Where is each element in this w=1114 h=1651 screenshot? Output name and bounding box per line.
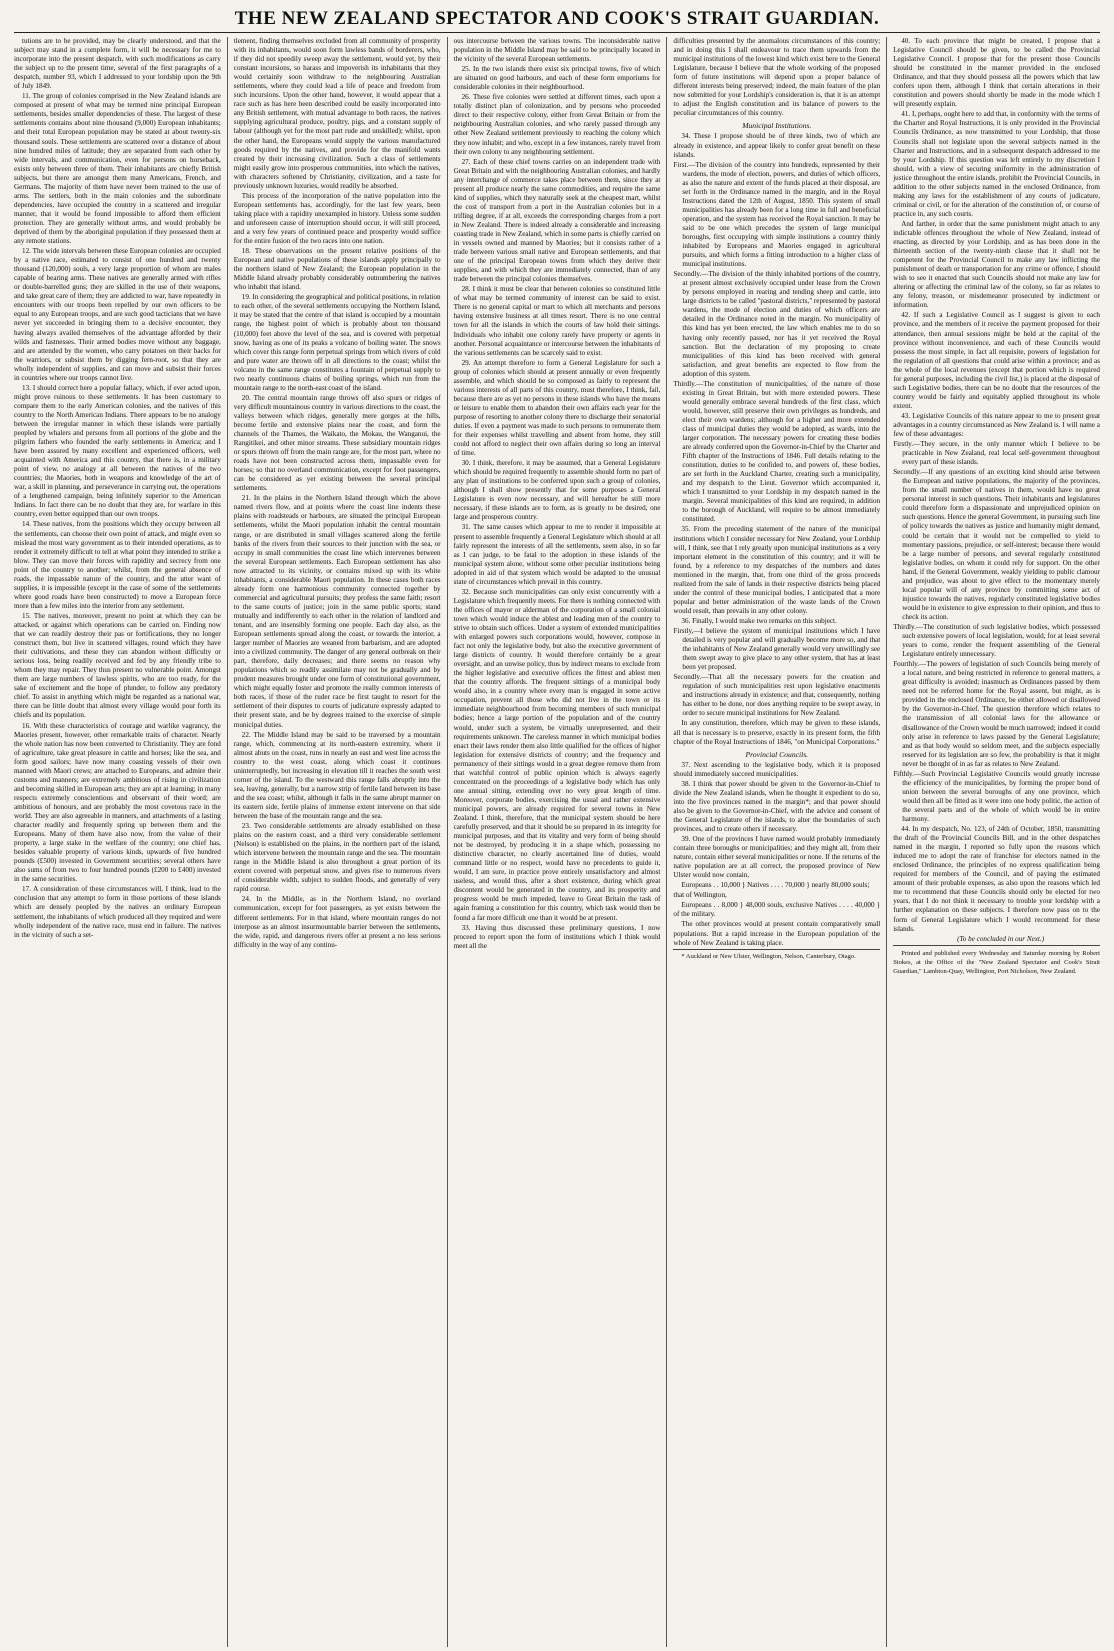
paragraph: 26. These five colonies were settled at different times, each upon a totally distinct plan of colonization, and by persons who proceeded direct to their respective colony, either from Great Britain or from the neighbouring Australian colonies, and who rarely passed through any other New Zealand settlement previously to reaching the colony which they now inhabit; and who, except in a few instances, rarely travel from their own colony to any neighbouring settlement. xyxy=(453,93,661,156)
paragraph: 29. An attempt therefore to form a General Legislature for such a group of colonies which should at present annually or even frequently assemble, and which should be so composed as fairly to represent the various interests of all parts of this country, must therefore, I think, fail, because there are as yet no persons in these islands who have the means or leisure to enable them to abandon their own affairs each year for the purpose of resorting to another colony there to discharge their senatorial duties. If even a payment was made to such persons to remunerate them for their expenses whilst travelling and absent from home, they still could not afford to neglect their own affairs during so long an interval of time. xyxy=(453,358,661,458)
paragraph: 20. The central mountain range throws off also spurs or ridges of very difficult mountainous country in various directions to the coast, the valleys between which ridges, generally mere gorges at the hills, become fertile and extensive plains near the coast, and form the channels of the Thames, the Waikato, the Mokau, the Wanganui, the Rangitikei, and other minor streams. These subsidiary mountain ridges or spurs thrown off from the main range are, for the most part, where no roads have not been constructed across them, impassable even for horses; so that no overland communication, except for foot passengers, can be considered as yet existing between the several principal settlements. xyxy=(233,393,441,493)
item-lead: Secondly.— xyxy=(673,673,709,682)
paragraph: 33. Having thus discussed these preliminary questions, I now proceed to report upon the form of institutions which I think would meet all the xyxy=(453,923,661,950)
enumerated-paragraph xyxy=(673,627,880,672)
item-text: The division of the thinly inhabited portions of the country, at present almost exclusively occupied under lease from the Crown by persons employed in rearing and tending sheep and cattle, into large districts to be called "pastoral districts," represented by pastoral wardens, the mode of election and duties of which officers are detailed in the Ordinance noted in the margin. No municipality of this kind has yet been erected, the law which enables me to do so having only recently passed, nor has it yet received the Royal sanction. But the declaration of my proposing to create municipalities of this kind has been received with general satisfaction, and great benefits are expected to flow from the adoption of this system. xyxy=(682,270,881,378)
item-lead: Fourthly.— xyxy=(893,660,927,669)
item-lead: Secondly.— xyxy=(893,468,929,477)
paragraph: that of Wellington, xyxy=(673,891,727,900)
item-text: I believe the system of municipal institutions which I have detailed is very popular and will gradually become more so, and that the inhabitants of New Zealand generally would very unwillingly see them swept away to give place to any other system, that has at least been yet proposed. xyxy=(682,627,881,672)
enumerated-paragraph xyxy=(673,161,880,270)
paragraph: 35. From the preceding statement of the nature of the municipal institutions which I consider necessary for New Zealand, your Lordship will, I think, see that I rely greatly upon municipal institutions as a very important element in the constitution of this country; and it will be found, by a reference to my despatches of the numbers and dates mentioned in the margin, that, from one third of the gross proceeds realized from the sale of lands in their respective districts being placed under the control of these municipal bodies, I anticipated that a more popular and better administration of the waste lands of the Crown would result, than prevails in any other colony. xyxy=(673,525,881,615)
paragraph: 41. I, perhaps, ought here to add that, in conformity with the terms of the Charter and Royal Instructions, it is only provided in the Provincial Councils Ordinance, as now transmitted to your Lordship, that those Councils shall not legislate upon the several subjects named in the Charter and Instructions, and in a subsequent despatch addressed to me by your Lordship. If this question was left entirely to my discretion I should, with a view of securing uniformity in the administration of justice throughout the entire islands, prohibit the Provincial Councils, in addition to the other subjects named in the enclosed Ordinance, from making any laws for the establishment of any courts of judicature, criminal or civil, or for the alteration of the constitution of, or course of practice in, any such courts. xyxy=(893,110,1100,218)
paragraph: 24. In the Middle, as in the Northern Island, no overland communication, except for foot passengers, as yet exists between the different settlements. For in that island, where mountain ranges do not interpose as an almost insurmountable barrier between the settlements, the wide, rapid, and dangerous rivers offer at present a no less serious difficulty in the way of any continu- xyxy=(233,895,441,949)
paragraph: 17. A consideration of these circumstances will, I think, lead to the conclusion that any attempt to form in those portions of these islands which are densely peopled by the natives an ordinary European settlement, the inhabitants of which produced all they required and were wholly independent of the native race, must end in failure. The natives in the vicinity of such a set- xyxy=(14,885,221,939)
enumerated-paragraph xyxy=(893,468,1100,622)
column-3 xyxy=(448,37,668,1647)
paragraph: tlement, finding themselves excluded from all community of prosperity with its inhabitants, would soon form lawless bands of borderers, who, if they did not speedily sweep away the settlement, would yet, by their constant incursions, so harass and impoverish its inhabitants that they would certainly soon withdraw to the neighbouring Australian settlements, where they could lead a life of peace and freedom from such incursions. Upon the other hand, however, it would appear that a race such as has here been described could be easily incorporated into any British settlement, with mutual advantage to both races, the natives supplying agricultural produce, poultry, pigs, and a constant supply of labour (although yet for the most part rude and unskilled); whilst, upon the other hand, the Europeans would supply the various manufactured goods required by the natives, and provide for the manifold wants created by their increasing civilization. Such a class of settlements might easily grow into prosperous communities, into which the natives, with characters softened by Christianity, civilization, and a taste for previously unknown luxuries, would readily be absorbed. xyxy=(233,37,441,190)
paragraph: 36. Finally, I would make two remarks on this subject. xyxy=(681,616,837,625)
paragraph: tutions are to be provided, may be clearly understood, and that the subject may stand in a complete form, it will be necessary for me to incorporate into the present despatch, with such modifications as carry the subject up to the present time, several of the first paragraphs of a despatch, number 93, which I addressed to your lordship upon the 9th of July 1849. xyxy=(14,37,221,91)
continuation-note: (To be concluded in our Next.) xyxy=(957,934,1045,943)
paragraph: 22. The Middle Island may be said to be traversed by a mountain range, which, commencing at its north-eastern extremity, where it almost abuts on the coast, runs in nearly an east and west line across the country to the west coast, along which coast it continues uninterruptedly, but increasing in elevation till it reaches the south west corner of the island. To the westward this range falls abruptly into the sea, leaving, generally, but a narrow strip of fertile land between its base and the sea coast; whilst, although it falls in the same abrupt manner on its eastern side, fertile plains of immense extent intervene on that side between the base of the mountain range and the sea. xyxy=(233,730,441,820)
item-lead: Firstly.— xyxy=(893,440,921,449)
paragraph: 31. The same causes which appear to me to render it impossible at present to assemble frequently a General Legislature which should at all fairly represent the interests of all the settlements, seem also, in so far as I can judge, to be fatal to the adoption in these islands of the municipal system alone, without some other peculiar institutions being adopted in aid of that system which would be adapted to the unusual state of circumstances which prevail in this country. xyxy=(453,523,661,586)
item-lead: First.— xyxy=(673,160,696,169)
enumerated-paragraph xyxy=(673,270,880,379)
paragraph: 21. In the plains in the Northern Island through which the above named rivers flow, and at points where the coast line indents these plains with roadsteads or harbours, are situated the principal European settlements, whilst the Maori population inhabit the central mountain range, or are distributed in small villages scattered along the fertile banks of the rivers from their sources to their junction with the sea, or occupy in small communities the coast line which intervenes between the several European settlements. Each European settlement has also now attracted to its vicinity, or contains mixed up with its white inhabitants, a considerable Maori population. In these cases both races already form one harmonious community connected together by commercial and agricultural pursuits; they profess the same faith; resort to the same courts of justice; join in the same public sports; stand mutually and indifferently to each other in the relation of landlord and tenant, and are insensibly forming one people. Each day also, as the European settlements spread along the coast, or towards the interior, a larger number of Maories are weaned from barbarism, and are adopted into a civilized community. The danger of any general outbreak on their part, therefore, daily decreases; and there seems no reason why populations which so readily assimilate may not be gradually and by prudent measures brought under one form of constitutional government, which might equally foster and promote the really common interests of both races, if those of the ruder race be first taught to resort for the settlement of their disputes to courts of judicature expressly adapted to their present state, and be by degrees trained to the exercise of simple municipal duties. xyxy=(233,494,441,729)
publisher-imprint: Printed and published every Wednesday and Saturday morning by Robert Stokes, at the Office of the "New Zealand Spectator and Cook's Strait Guardian," Lambton-Quay, Wellington, Port Nicholson, New Zealand. xyxy=(893,945,1100,976)
paragraph: 23. Two considerable settlements are already established on these plains on the eastern coast, and a third very considerable settlement (Nelson) is established on the plains, in the northern part of the island, which intervene between the mountain range and the sea. The mountain range in the Middle Island is also throughout a great portion of its extent covered with perpetual snow, and gives rise to numerous rivers of considerable width, subject to sudden floods, and generally of very rapid course. xyxy=(233,822,441,894)
item-text: If any questions of an exciting kind should arise between the European and native populations, the majority of the provinces, from the small number of natives in them, would have no great personal interest in such questions. Their inhabitants and legislatures could therefore form a dispassionate and unprejudiced opinion on such questions. Hence the general Government, in pursuing such line of policy towards the natives as justice and humanity might demand, could be certain that it would not be compelled to yield to momentary passions, prejudice, or self-interest; because there would be a large number of persons, and several regularly constituted legislative bodies, on whom it could rely for support. On the other hand, if the General Government, weakly yielding to public clamour and prejudice, was about to give effect to the momentary merely local popular will of any province by committing some act of injustice towards the natives, regularly constituted legislative bodies would be in existence to give expression to their opinion, and thus to check its action. xyxy=(902,468,1100,621)
population-figures: Europeans . . 8,000 } 48,000 souls, exclusive Natives . . . . 40,000 } of the military. xyxy=(673,901,881,919)
paragraph: 18. These observations on the present relative positions of the European and native populations of these islands apply principally to the northern island of New Zealand; the European population in the Middle Island already probably considerably outnumbering the natives who inhabit that island. xyxy=(233,247,441,292)
paragraph: 34. These I propose should be of three kinds, two of which are already in existence, and appear likely to confer great benefit on these islands. xyxy=(673,132,881,159)
item-text: Such Provincial Legislative Councils would greatly increase the efficiency of the municipalities, by forming the proper bond of union between the several boroughs of any one province, which would then all be fitted as it were into one body politic, the action of the several parts and of the whole of which would be in entire harmony. xyxy=(902,769,1100,823)
paragraph: 30. I think, therefore, it may be assumed, that a General Legislature which should be required frequently to assemble should form no part of any plan of institutions to be conferred upon such a group of colonies, although I shall show presently that for some purposes a General Legislature is even now necessary, and will hereafter be still more necessary, if these islands are to form, as is greatly to be desired, one large and prosperous country. xyxy=(453,459,661,522)
item-lead: Thirdly.— xyxy=(673,379,704,388)
item-lead: Thirdly.— xyxy=(893,623,924,631)
paragraph: difficulties presented by the anomalous circumstances of this country; and in doing this I shall endeavour to trace them upwards from the municipal institutions of the lowest kind which exist here to the General Legislature, because I believe that the whole working of the proposed form of future institutions will depend upon a proper balance of different interests being preserved; indeed, the main feature of the plan now submitted for your Lordship's consideration is, that it is an attempt to adjust the English constitution and its balance of powers to the peculiar circumstances of this country. xyxy=(673,37,881,118)
masthead: THE NEW ZEALAND SPECTATOR AND COOK'S STRAIT GUARDIAN. xyxy=(14,6,1100,33)
paragraph: 25. In the two islands there exist six principal towns, five of which are situated on good harbours, and each of these form emporiums for considerable colonies in their neighbourhood. xyxy=(453,65,661,92)
column-4 xyxy=(667,37,887,1647)
paragraph: 11. The group of colonies comprised in the New Zealand islands are composed at present of what may be termed nine principal European settlements, besides smaller dependencies of these. The largest of these settlements contains about nine thousand (9,000) European inhabitants; and their total European population may be stated at about twenty-six thousand souls. These settlements are scattered over a distance of about nine hundred miles of latitude; they are separated from each other by wide intervals, and communication, even for persons on horseback, exists only between three of them. Their inhabitants are chiefly British subjects, but there are amongst them many Americans, French, and Germans. The majority of them have never been trained to the use of arms. The settlers, both in the main colonies and the subordinate dependencies, have occupied the country in a scattered and irregular manner, that it would be found impossible to afford them efficient protection. They are generally without arms, and would probably be deprived of them by the aboriginal population if they possessed them at any remote stations. xyxy=(14,92,221,246)
enumerated-paragraph xyxy=(673,380,880,525)
enumerated-paragraph xyxy=(673,673,880,718)
paragraph: 19. In considering the geographical and political positions, in relation to each other, of the several settlements occupying the Northern Island, it may be stated that the centre of that island is occupied by a mountain range, the highest point of which is probably about ten thousand (10,000) feet above the level of the sea, and is covered with perpetual snow, having as one of its peaks a volcano of boiling water. The snows which cover this range form perpetual springs from which rivers of cold and pure water are thrown off in all directions to the coast; whilst the volcano in the same range constitutes a fountain of perpetual supply to two nearly continuous chains of boiling springs, which run from the mountain range to the north-east coast of the island. xyxy=(233,293,441,392)
section-heading: Provincial Councils. xyxy=(745,749,809,759)
enumerated-paragraph xyxy=(893,440,1100,467)
column-1 xyxy=(14,37,228,1647)
footnote: * Auckland or New Ulster, Wellington, Nelson, Canterbury, Otago. xyxy=(673,949,880,961)
paragraph: 42. If such a Legislative Council as I suggest is given to each province, and the members of it receive the payment proposed for their attendance, then annual sessions might be held at the capital of the province without inconvenience, and each of these Councils would possess the most simple, in fact all requisite, powers of legislation for the regulation of all questions that could arise within a province; and as the whole of the local revenues (except that portion which is required for general purposes, including the civil list,) is placed at the disposal of such Legislative bodies, there can be no doubt that the resources of the country would be fairly and equitably applied throughout its whole extent. xyxy=(893,311,1100,410)
paragraph: 37. Next ascending to the legislative body, which it is proposed should immediately succeed municipalities. xyxy=(673,760,881,778)
item-text: The division of the country into hundreds, represented by their wardens, the mode of election, powers, and duties of which officers, as also the nature and extent of the funds placed at their disposal, are set forth in the Ordinance named in the margin, and in the Royal Instructions dated the 12th of August, 1850. This system of small municipalities has already been for a long time in full and beneficial operation, and the system has received the Royal sanction. It may be said to be one which precedes the system of large municipal boroughs, first occupying with simple institutions a country thinly inhabited by Europeans and Maories engaged in agricultural pursuits, and which forms a fitting introduction to a higher class of municipal institutions. xyxy=(682,160,881,269)
paragraph: 27. Each of these chief towns carries on an independent trade with Great Britain and with the neighbouring Australian colonies, and hardly any interchange of commerce takes place between them, since they at present all produce nearly the same commodities, and require the same kind of supplies, which they naturally seek at the cheapest mart, whilst the cost of transport from a port in the Australian colonies but in a trifling degree, if at all, exceeds the corresponding charges from a port in New Zealand. There is indeed already a considerable and increasing coasting trade in New Zealand, which in some parts is chiefly carried on in vessels owned and manned by Maories; but it consists rather of a trade between various small native and European settlements, and that one of the principal European towns from which they derive their supplies, and with which they are immediately connected, than of any trade between the principal colonies themselves. xyxy=(453,157,661,284)
paragraph: 39. One of the provinces I have named would probably immediately contain three boroughs or municipalities; and they might all, from their nature, contain either several municipalities or none. If the returns of the native population are at all correct, the proposed province of New Ulster would now contain, xyxy=(673,835,881,880)
item-lead: Firstly,— xyxy=(673,627,701,635)
section-heading: Municipal Institutions. xyxy=(742,121,812,131)
population-figures: Europeans . . 10,000 } Natives . . . . 70,000 } nearly 80,000 souls; xyxy=(681,881,870,890)
item-text: That all the necessary powers for the creation and regulation of such municipalities rest upon legislative enactments and instructions already in existence; and that, consequently, nothing has either to be done, nor does anything require to be swept away, in order to secure municipal institutions for New Zealand. xyxy=(682,673,881,718)
paragraph: 32. Because such municipalities can only exist concurrently with a Legislature which frequently meets. For there is nothing connected with the offices of mayor or alderman of the corporation of a small colonial town which would induce the ablest and leading men of the country to strive to obtain such offices. Under a system of extended municipalities with enlarged powers such corporations would, however, compose in fact not only the legislative body, but also the executive government of large districts of country. It would therefore certainly be a great oversight, and an unwise policy, thus by indirect means to exclude from the higher legislative and executive offices the fittest and ablest men that the country affords. The frequent sittings of a municipal body would also, in a country where every man is engaged in some active occupation, prevent all those who did not live in the town or its immediate neighbourhood from becoming members of such municipal bodies; hence a large portion of the population and of the country would, under such a system, be virtually unrepresented, and their requirements unknown. The careless manner in which municipal bodies enact their laws render them also little qualified for the offices of higher legislation for extensive districts of country; and the frequency and permanency of their sittings would in a great degree remove them from that watchful control of public opinion which is always eagerly concentrated on the proceedings of a legislative body which has only one annual sitting, extending over no very great length of time. Moreover, corporate bodies, exercising the usual and rather extensive municipal powers, are already required for several towns in New Zealand. I think, therefore, that the municipal system should be here carefully preserved, and that it should be so prepared in its integrity for municipal purposes, and that its vitality and very form of being should not be destroyed, by producing it in a shape which, possessing no distinctive character, no clearly ascertained line of duties, would command little or no respect, would have no precedents to guide it, would, I am sure, in practice prove entirely unsatisfactory and almost useless, and would thus, after a short existence, during which great discontent would be generated in the country, and its prosperity and progress would be much impeded, leave to Great Britain the task of again framing a constitution for this country, which task would then be found a far more difficult one than it would be at present. xyxy=(453,587,661,922)
paragraph: ous intercourse between the various towns. The inconsiderable native population in the Middle Island may be said to be principally located in the vicinity of the several European settlements. xyxy=(453,37,661,64)
paragraph: And farther, in order that the same punishment might attach to any indictable offences throughout the whole of New Zealand, instead of enacting, as directed by your Lordship, and as has been done in the thirteenth section of the twenty-ninth clause that it shall not be competent for the Provincial Council to make any law inflicting the punishment of death or transportation for any crime or offence, I should wish to see it enacted that such Councils should not make any law for altering or affecting the criminal law of the colony, so far as relates to any felony, treason, or misdemeanor prosecuted by indictment or information. xyxy=(893,219,1100,310)
enumerated-paragraph xyxy=(893,660,1100,769)
enumerated-paragraph xyxy=(893,623,1100,659)
paragraph: This process of the incorporation of the native population into the European settlements has, accordingly, for the last few years, been taking place with a rapidity unexampled in history. Unless some sudden and unforeseen cause of interruption should occur, it will still proceed, and a very few years of continued peace and prosperity would suffice for the entire fusion of the two races into one nation. xyxy=(233,191,441,246)
item-text: The constitution of municipalities, of the nature of those existing in Great Britain, but with more extended powers. These would generally embrace several hundreds of the first class, which would, however, still preserve their own privileges as hundreds, and elect their own wardens; although for a higher and more extended class of municipal duties they would be adopted, as wards, into the larger corporation. The necessary powers for creating these bodies are already conferred upon the Governor-in-Chief by the Charter and Fifth chapter of the Instructions of 1846. Full details relating to the constitution, duties to be confided to, and powers of, these bodies, are set forth in the Auckland Charter, creating such a municipality, and my despatch to the Lieut. Governor which accompanied it, which I transmitted to your Lordship in my despatch named in the margin. Several municipalities of this kind are required, in addition to the borough of Auckland, will require to be almost immediately constituted. xyxy=(682,379,881,524)
columns-container xyxy=(14,37,1100,1647)
paragraph: 43. Legislative Councils of this nature appear to me to present great advantages in a country circumstanced as New Zealand is. I will name a few of these advantages: xyxy=(893,411,1100,439)
column-2 xyxy=(228,37,448,1647)
paragraph: In any constitution, therefore, which may be given to these islands, all that is necessary is to preserve, exactly in its present form, the fifth chapter of the Royal Instructions of 1846, "on Municipal Corporations." xyxy=(673,719,881,746)
paragraph: 13. I should correct here a popular fallacy, which, if ever acted upon, might prove ruinous to these settlements. It has been customary to compare them to the early American colonies, and the natives of this country to the North American Indians. There appears to be no analogy between the irregular manner in which these islands were partially peopled by whalers and persons from all portions of the globe and the pilgrim fathers who founded the early settlements in America; and I have been assured by many excellent and experienced officers, well acquainted with America and this country, that there is, in a military point of view, no analogy at all between the natives of the two countries; the Maories, both in weapons and knowledge of the art of war, a skill in planning, and perseverance in carrying out, the operations of a lengthened campaign, being infinitely superior to the American Indians. In fact there can be no doubt that they are, for warfare in this country, even better equipped than our own troops. xyxy=(14,383,221,519)
item-lead: Fifthly.— xyxy=(893,769,922,778)
item-text: The powers of legislation of such Councils being merely of a local nature, and being restricted in reference to general matters, a great difficulty is avoided; inasmuch as Ordinances passed by them need not be referred home for the Royal assent, but might, as is provided in the enclosed Ordinance, be either allowed or disallowed by the Governor-in-Chief. The question therefore which relates to the transmission of all colonial laws for the allowance or disallowance of the Crown would be much narrowed; indeed it could only arise in reference to laws passed by the General Legislature; and as that body would so seldom meet, and the subjects especially reserved for its legislation are so few, the probability is that it might never be thought of in as far as relates to New Zealand. xyxy=(902,660,1100,768)
item-lead: Secondly.— xyxy=(673,270,709,279)
paragraph: 40. To each province that might be created, I propose that a Legislative Council should be given, to be called the Provincial Legislative Council. I propose that for the present those Councils should be constituted in the manner provided in the enclosed Ordinance, and that they should possess all the powers which that law confers upon them, although I think that certain alterations in their constitution and powers should shortly be made in the mode which I will presently explain. xyxy=(893,37,1100,109)
paragraph: 28. I think it must be clear that between colonies so constituted little of what may be termed community of interest can be said to exist. There is no general capital or mart to which all merchants and persons having extensive business at all times resort. There is no one central town for all the islands in which the courts of law hold their sittings. Individuals who inhabit one colony rarely have property or agents in another. Personal acquaintance or intercourse between the inhabitants of the various settlements can be scarcely said to exist. xyxy=(453,285,661,357)
item-text: They secure, in the only manner which I believe to be practicable in New Zealand, real local self-government throughout every part of these islands. xyxy=(902,440,1100,467)
paragraph: 14. These natives, from the positions which they occupy between all the settlements, can choose their own point of attack, and might even so mislead the most wary government as to their intended operations, as to render it extremely difficult to tell at what point they intended to strike a blow. They can move their forces with rapidity and secrecy from one point of the country to another; whilst, from the general absence of roads, the impassable nature of the country, and the utter want of supplies, it is impossible (except in the case of some of the settlements where good roads have been constructed) to move a European force more than a few miles into the interior from any settlement. xyxy=(14,520,221,610)
paragraph: 16. With these characteristics of courage and warlike vagrancy, the Maories present, however, other remarkable traits of character. Nearly the whole nation has now been converted to Christianity. They are fond of agriculture, take great pleasure in cattle and horses; like the sea, and form good sailors; have now many coasting vessels of their own manned with Maori crews; are attached to Europeans, and admire their customs and manners; are extremely ambitious of rising in civilization and becoming skilled in European arts; they are apt at learning; in many respects extremely conscientious and observant of their word; are ambitious of honours, and are probably the most covetous race in the world. They are also agreeable in manners, and attachments of a lasting character readily and frequently spring up between them and the Europeans. Many of them have also now, from the value of their property, a large stake in the welfare of the country; one chief has, besides valuable property of various kinds, upwards of five hundred pounds (£500) invested in Government securities; several others have also sums of from two to four hundred pounds (£200 to £400) invested in the same securities. xyxy=(14,721,221,884)
enumerated-paragraph xyxy=(893,770,1100,824)
paragraph: 15. The natives, moreover, present no point at which they can be attacked, or against which operations can be carried on. Finding now that we can readily destroy their pas or fortifications, they no longer construct them, but live in scattered villages, round which they have their cultivations, and these they can abandon without difficulty or serious loss, being readily received and fed by any friendly tribe to whom they may repair. They thus present no vulnerable point. Amongst them are large numbers of lawless spirits, who are too ready, for the sake of excitement and the hope of plunder, to follow any predatory chief. To assist in anything which might be regarded as a national war, there can be little doubt that almost every village would pour forth its chiefs and its population. xyxy=(14,611,221,720)
paragraph: 38. I think that power should be given to the Governor-in-Chief to divide the New Zealand islands, when he thought it expedient to do so, into the five provinces named in the margin*; and that power should also be given to the Governor-in-Chief, with the advice and consent of the General Legislature of the islands, to alter the boundaries of such provinces, and to create others if necessary. xyxy=(673,779,881,833)
paragraph: The other provinces would at present contain comparatively small populations. But a rapid increase in the European population of the whole of New Zealand is taking place. xyxy=(673,920,881,947)
column-5 xyxy=(887,37,1100,1647)
paragraph: 44. In my despatch, No. 123, of 24th of October, 1850, transmitting the draft of the Provincial Councils Bill, and in the other despatches named in the margin, I reported so fully upon the reasons which induced me to adopt the rate of franchise for electors named in the enclosed Ordinance, the principles of no express qualification being required for members of the Council, and of paying the estimated amount of their probable expenses, as also upon the reasons which led me to recommend that these Councils should only be elected for two years, that I do not think it necessary to trouble your lordship with a further explanation on these subjects. I therefore now pass on to the form of General Legislature which I would recommend for these islands. xyxy=(893,825,1100,933)
paragraph: 12. The wide intervals between these European colonies are occupied by a native race, estimated to consist of one hundred and twenty thousand (120,000) souls, a very large proportion of whom are males capable of bearing arms. These natives are generally armed with rifles or double-barrelled guns; they are skilled in the use of their weapons, and take great care of them; they are addicted to war, have repeatedly in encounters with our troops been repelled by our own officers to be equal to any European troops, and are such good tacticians that we have never yet succeeded in bringing them to a decisive encounter, they having always availed themselves of the advantage afforded by their wilds and fastnesses. Their armed bodies move without any baggage, and are attended by the women, who carry potatoes on their backs for the warriors, or subsist them by digging fern-root, so that they are wholly independent of supplies, and can move and subsist their forces in countries where our troops cannot live. xyxy=(14,247,221,382)
item-text: The constitution of such legislative bodies, which possessed such extensive powers of local legislation, would, for at least several years to come, render the frequent assembling of the General Legislature entirely unnecessary. xyxy=(902,623,1100,659)
